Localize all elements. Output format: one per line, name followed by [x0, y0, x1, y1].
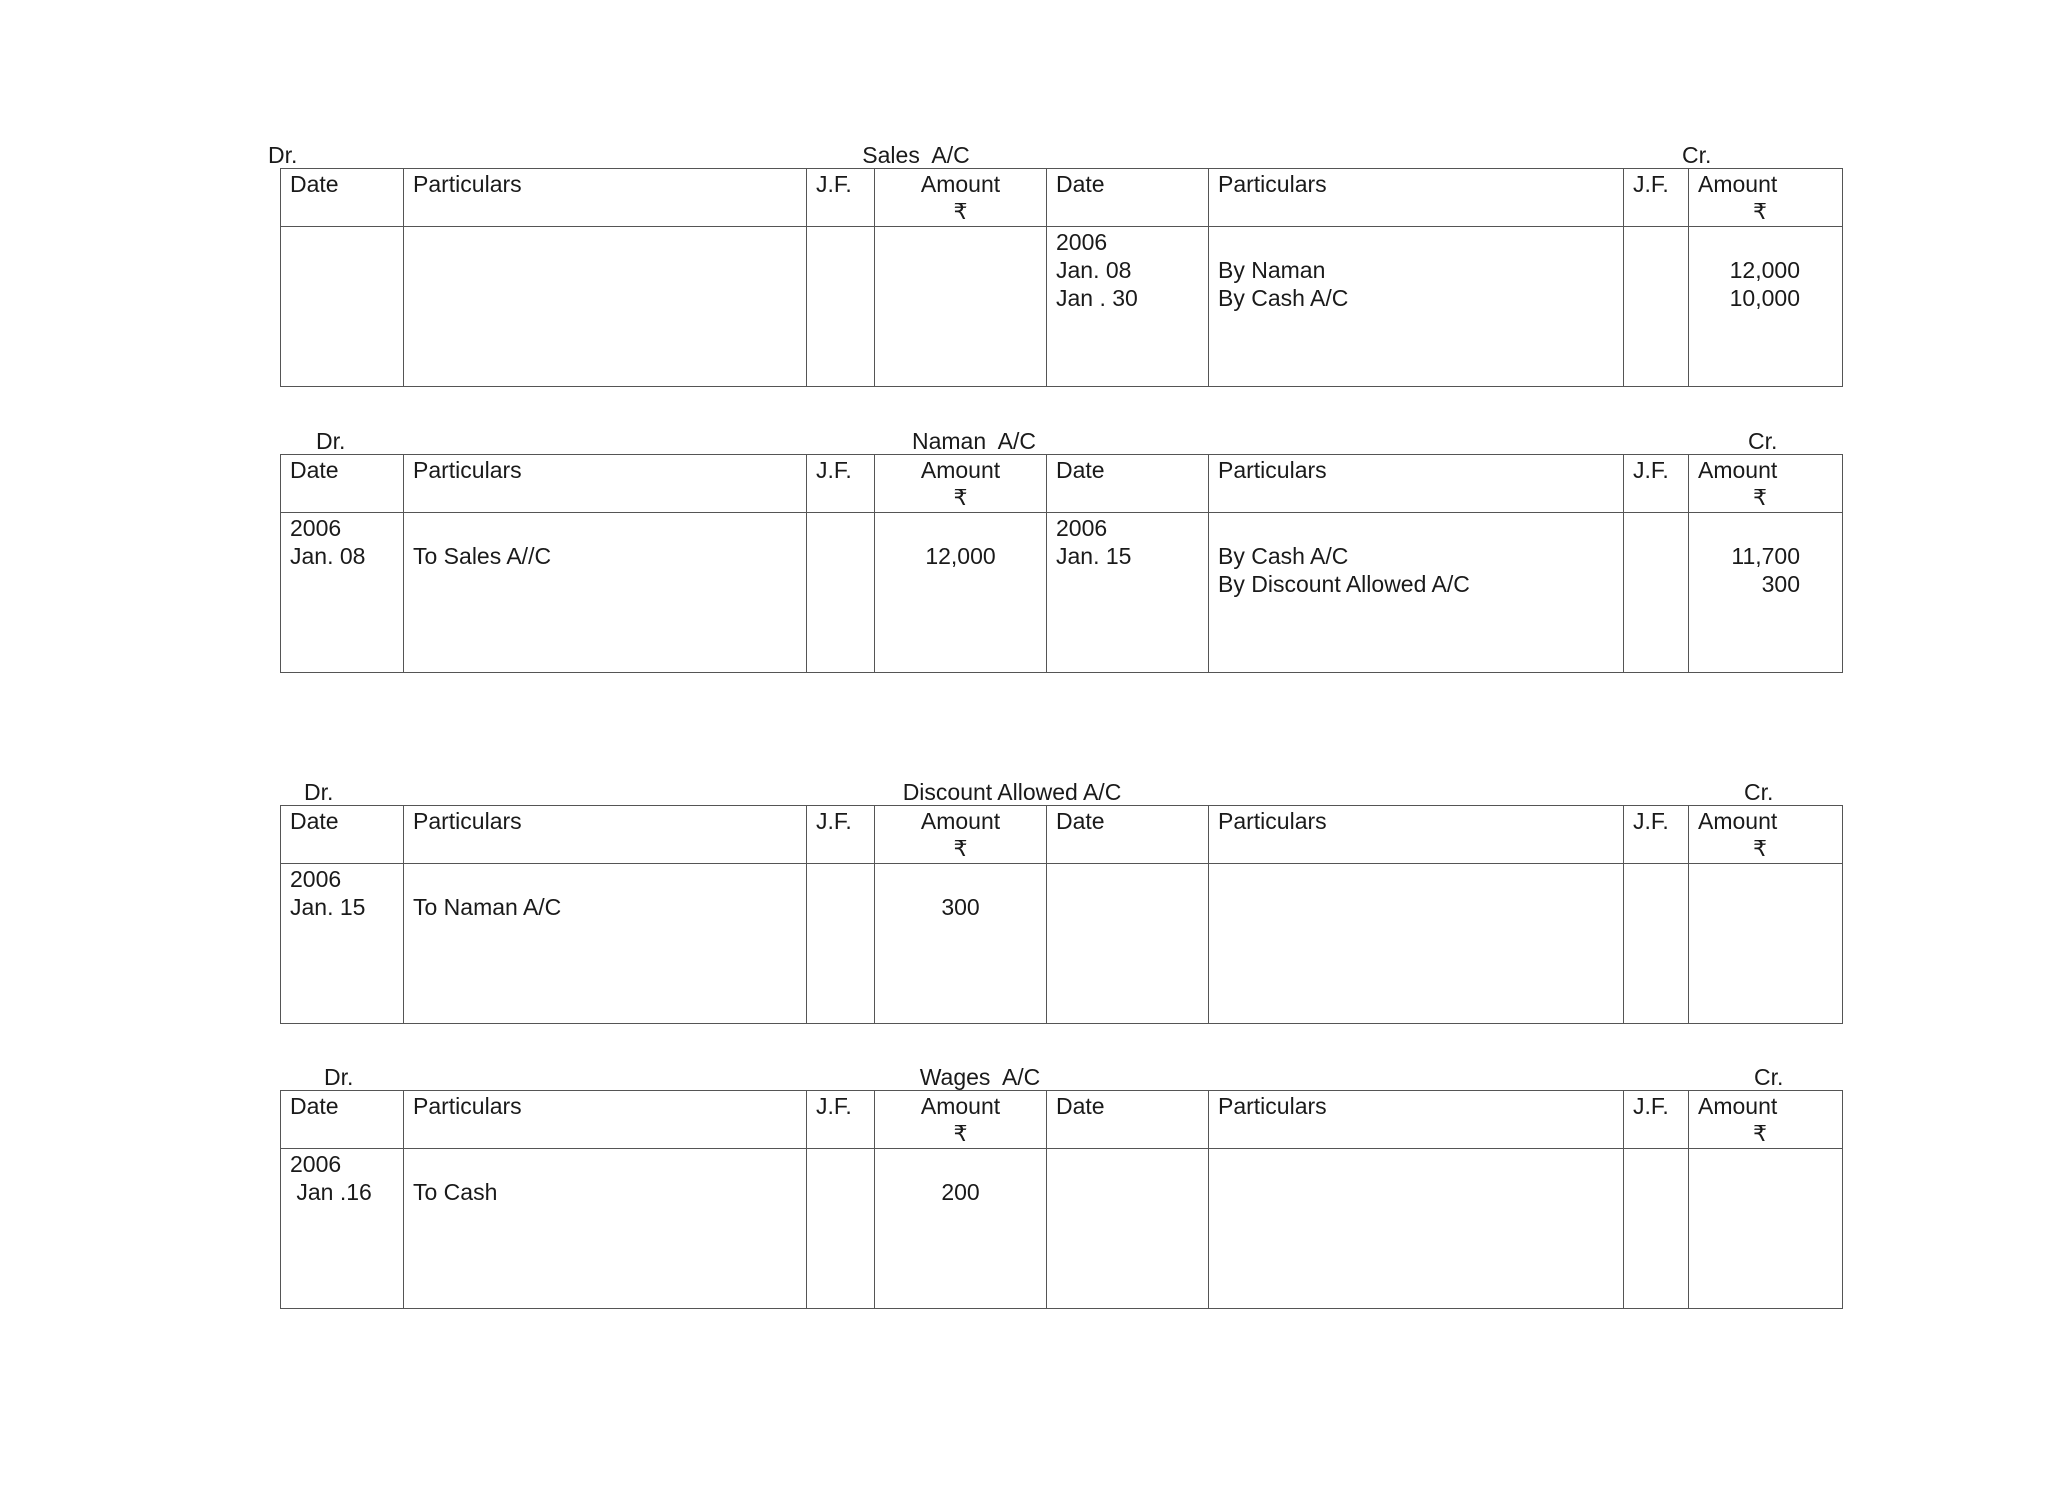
- entries-row: [281, 864, 1843, 1024]
- ledger-heading: [280, 424, 1842, 454]
- ledger-heading: [268, 138, 1842, 168]
- col-header-date: Date: [1047, 169, 1209, 227]
- debit-amount-cell: 12,000: [875, 513, 1047, 673]
- rupee-icon: ₹: [1753, 1121, 1767, 1146]
- col-header-jf: J.F.: [807, 806, 875, 864]
- col-header-jf: J.F.: [1624, 455, 1689, 513]
- debit-amount-cell: [875, 227, 1047, 387]
- rupee-icon: ₹: [953, 199, 968, 224]
- col-header-amount: Amount ₹: [875, 806, 1047, 864]
- dr-label: Dr.: [268, 142, 298, 168]
- entries-row: [281, 227, 1843, 387]
- ledger-table: [280, 454, 1843, 673]
- col-header-date: Date: [1047, 455, 1209, 513]
- credit-particulars-cell: [1209, 864, 1624, 1024]
- header-row: [281, 806, 1843, 864]
- col-header-jf: J.F.: [807, 455, 875, 513]
- debit-amount-cell: 200: [875, 1149, 1047, 1309]
- debit-jf-cell: [807, 864, 875, 1024]
- ledger-heading: [280, 775, 1842, 805]
- ledger-table: [280, 1090, 1843, 1309]
- col-header-date: Date: [281, 1091, 404, 1149]
- col-header-jf: J.F.: [1624, 806, 1689, 864]
- debit-amount-cell: 300: [875, 864, 1047, 1024]
- credit-amount-cell: [1689, 1149, 1843, 1309]
- credit-jf-cell: [1624, 864, 1689, 1024]
- debit-date-cell: [281, 227, 404, 387]
- col-header-jf: J.F.: [1624, 1091, 1689, 1149]
- credit-date-cell: [1047, 1149, 1209, 1309]
- ledger-sales: [268, 138, 1842, 387]
- col-header-amount: Amount ₹: [875, 169, 1047, 227]
- col-header-jf: J.F.: [1624, 169, 1689, 227]
- col-header-amount: Amount ₹: [1689, 455, 1843, 513]
- dr-label: Dr.: [304, 779, 334, 805]
- col-header-particulars: Particulars: [1209, 806, 1624, 864]
- col-header-particulars: Particulars: [1209, 1091, 1624, 1149]
- ledger-heading: [280, 1060, 1842, 1090]
- rupee-icon: ₹: [1753, 836, 1767, 861]
- credit-amount-cell: 12,000 10,000: [1689, 227, 1843, 387]
- col-header-date: Date: [1047, 1091, 1209, 1149]
- col-header-particulars: Particulars: [404, 806, 807, 864]
- debit-date-cell: 2006 Jan .16: [281, 1149, 404, 1309]
- ledger-title: Naman A/C: [912, 428, 1036, 454]
- cr-label: Cr.: [1682, 142, 1712, 168]
- credit-amount-cell: 11,700 300: [1689, 513, 1843, 673]
- col-header-amount: Amount ₹: [875, 1091, 1047, 1149]
- header-row: [281, 1091, 1843, 1149]
- col-header-jf: J.F.: [807, 1091, 875, 1149]
- credit-jf-cell: [1624, 227, 1689, 387]
- cr-label: Cr.: [1744, 779, 1774, 805]
- credit-date-cell: [1047, 864, 1209, 1024]
- col-header-particulars: Particulars: [404, 1091, 807, 1149]
- col-header-amount: Amount ₹: [1689, 1091, 1843, 1149]
- debit-particulars-cell: [404, 227, 807, 387]
- rupee-icon: ₹: [1753, 199, 1767, 224]
- col-header-jf: J.F.: [807, 169, 875, 227]
- entries-row: [281, 513, 1843, 673]
- credit-jf-cell: [1624, 513, 1689, 673]
- col-header-amount: Amount ₹: [1689, 806, 1843, 864]
- cr-label: Cr.: [1754, 1064, 1784, 1090]
- cr-label: Cr.: [1748, 428, 1778, 454]
- ledger-title: Discount Allowed A/C: [902, 779, 1122, 805]
- credit-jf-cell: [1624, 1149, 1689, 1309]
- header-row: [281, 169, 1843, 227]
- credit-date-cell: 2006 Jan. 15: [1047, 513, 1209, 673]
- credit-amount-cell: [1689, 864, 1843, 1024]
- debit-jf-cell: [807, 227, 875, 387]
- ledger-table: [280, 805, 1843, 1024]
- credit-particulars-cell: By Naman By Cash A/C: [1209, 227, 1624, 387]
- ledger-table: [280, 168, 1843, 387]
- debit-jf-cell: [807, 1149, 875, 1309]
- debit-date-cell: 2006 Jan. 15: [281, 864, 404, 1024]
- dr-label: Dr.: [324, 1064, 354, 1090]
- debit-particulars-cell: To Sales A//C: [404, 513, 807, 673]
- col-header-date: Date: [281, 169, 404, 227]
- col-header-date: Date: [1047, 806, 1209, 864]
- debit-jf-cell: [807, 513, 875, 673]
- ledger-title: Wages A/C: [919, 1064, 1041, 1090]
- rupee-icon: ₹: [953, 836, 968, 861]
- rupee-icon: ₹: [953, 485, 968, 510]
- col-header-particulars: Particulars: [1209, 169, 1624, 227]
- col-header-date: Date: [281, 455, 404, 513]
- col-header-particulars: Particulars: [404, 455, 807, 513]
- entries-row: [281, 1149, 1843, 1309]
- ledger-title: Sales A/C: [862, 142, 970, 168]
- credit-particulars-cell: By Cash A/C By Discount Allowed A/C: [1209, 513, 1624, 673]
- rupee-icon: ₹: [953, 1121, 968, 1146]
- debit-particulars-cell: To Cash: [404, 1149, 807, 1309]
- col-header-particulars: Particulars: [404, 169, 807, 227]
- credit-date-cell: 2006 Jan. 08 Jan . 30: [1047, 227, 1209, 387]
- col-header-amount: Amount ₹: [1689, 169, 1843, 227]
- debit-particulars-cell: To Naman A/C: [404, 864, 807, 1024]
- debit-date-cell: 2006 Jan. 08: [281, 513, 404, 673]
- dr-label: Dr.: [316, 428, 346, 454]
- header-row: [281, 455, 1843, 513]
- ledger-naman: [280, 424, 1842, 673]
- col-header-amount: Amount ₹: [875, 455, 1047, 513]
- col-header-particulars: Particulars: [1209, 455, 1624, 513]
- credit-particulars-cell: [1209, 1149, 1624, 1309]
- ledger-discount-allowed: [280, 775, 1842, 1024]
- rupee-icon: ₹: [1753, 485, 1767, 510]
- ledger-wages: [280, 1060, 1842, 1309]
- col-header-date: Date: [281, 806, 404, 864]
